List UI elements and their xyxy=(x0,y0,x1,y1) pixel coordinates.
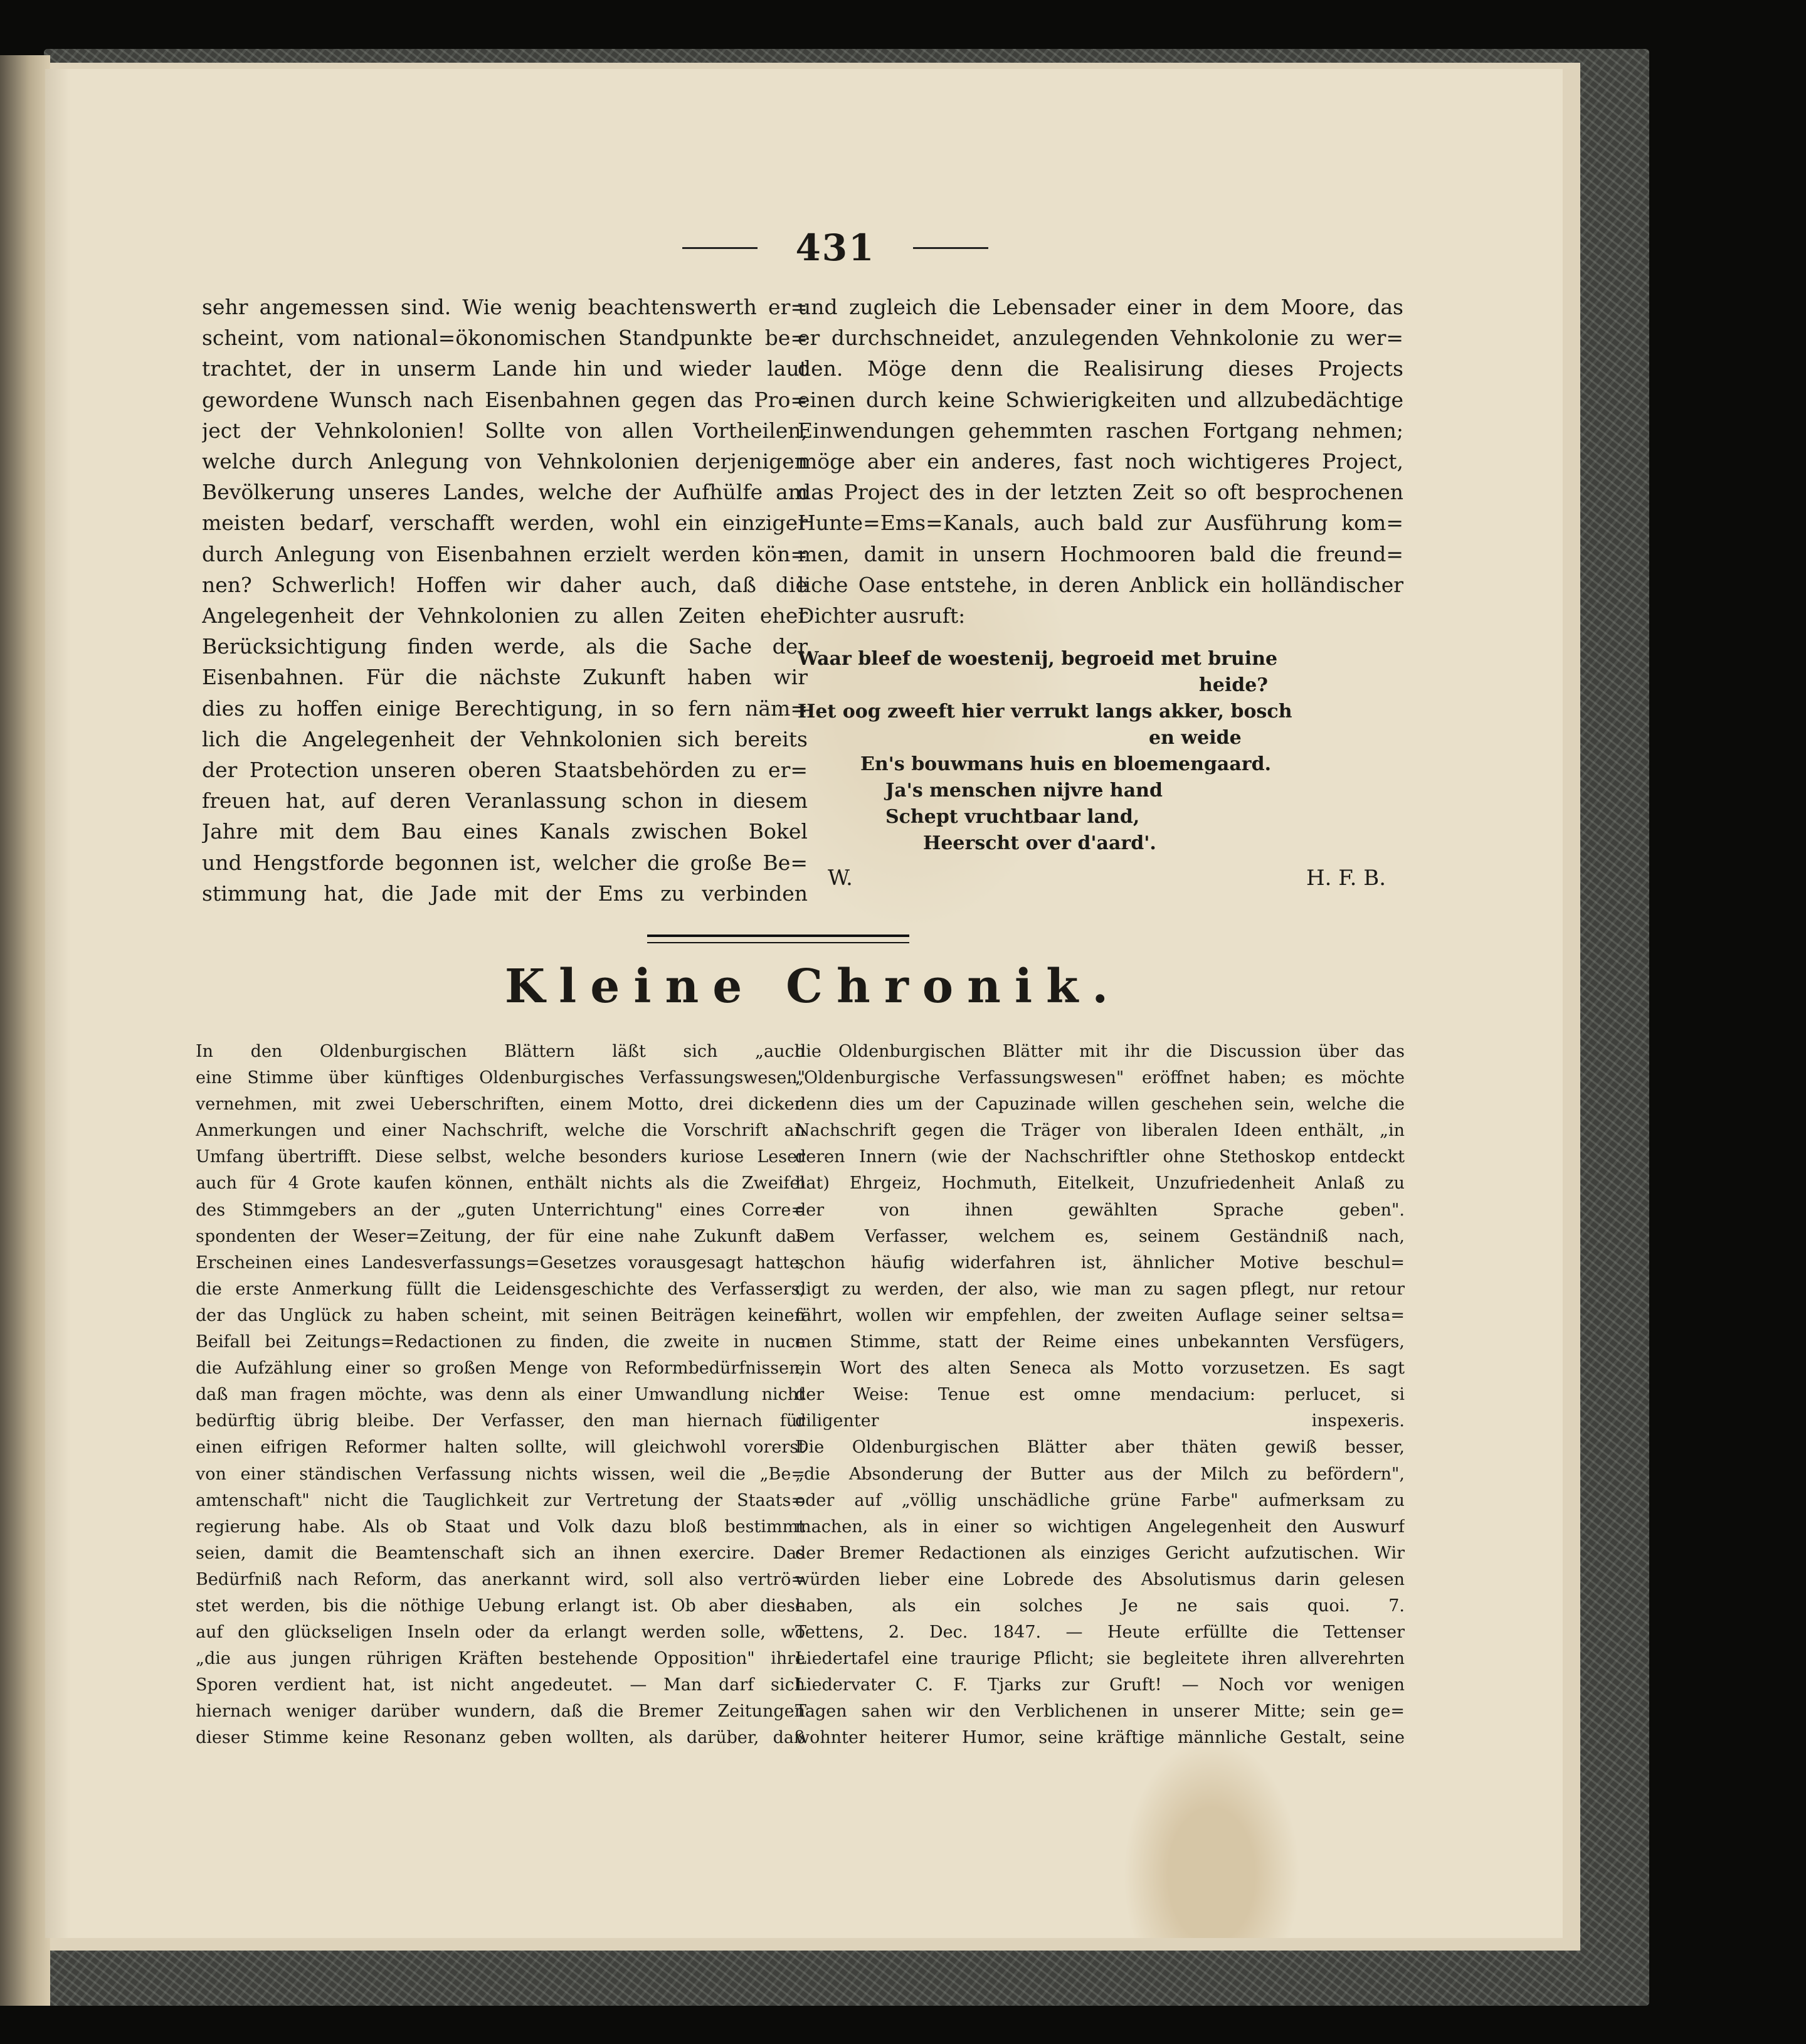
text-line: er durchschneidet, anzulegenden Vehnkolonie zu wer= xyxy=(798,326,1403,351)
text-line: lich die Angelegenheit der Vehnkolonien sich bereits xyxy=(202,726,808,751)
bottom-left-column xyxy=(196,1039,805,1752)
text-line: seien, damit die Beamtenschaft sich an ihnen exercire. Das xyxy=(196,1543,805,1563)
text-line: möge aber ein anderes, fast noch wichtigeres Project, xyxy=(798,449,1403,474)
text-line: bedürftig übrig bleibe. Der Verfasser, den man hiernach für xyxy=(196,1411,805,1431)
text-line: Tettens, 2. Dec. 1847. — Heute erfüllte die Tettenser xyxy=(795,1623,1405,1643)
text-line: oder auf „völlig unschädliche grüne Farbe" aufmerksam zu xyxy=(795,1490,1405,1510)
text-line: sehr angemessen sind. Wie wenig beachtenswerth er= xyxy=(202,295,808,319)
text-line: „die aus jungen rührigen Kräften bestehende Opposition" ihre xyxy=(196,1649,805,1669)
text-line: Berücksichtigung finden werde, als die Sache der xyxy=(202,634,808,659)
text-line: liche Oase entstehe, in deren Anblick ein holländischer xyxy=(798,572,1403,597)
poem-line: Het oog zweeft hier verrukt langs akker, bosch xyxy=(798,701,1292,723)
text-line: stet werden, bis die nöthige Uebung erlangt ist. Ob aber diese xyxy=(196,1596,805,1616)
text-line: Nachschrift gegen die Träger von liberalen Ideen enthält, „in xyxy=(795,1121,1405,1141)
text-line: amtenschaft" nicht die Tauglichkeit zur Vertretung der Staats= xyxy=(196,1490,805,1510)
text-line: die Aufzählung einer so großen Menge von Reformbedürfnissen, xyxy=(196,1358,805,1379)
text-line: Beifall bei Zeitungs=Redactionen zu finden, die zweite in nuce xyxy=(196,1332,805,1352)
text-line: In den Oldenburgischen Blättern läßt sich „auch xyxy=(196,1042,805,1061)
text-line: einen durch keine Schwierigkeiten und allzubedächtige xyxy=(798,387,1403,412)
text-line: Bevölkerung unseres Landes, welche der Aufhülfe am xyxy=(202,480,808,505)
text-line: Bedürfniß nach Reform, das anerkannt wird, soll also vertrö= xyxy=(196,1569,805,1589)
poem-line: Ja's menschen nijvre hand xyxy=(885,780,1163,802)
text-line: und zugleich die Lebensader einer in dem Moore, das xyxy=(798,295,1403,319)
text-line: dieser Stimme keine Resonanz geben wollten, als darüber, daß xyxy=(196,1728,805,1748)
text-line: spondenten der Weser=Zeitung, der für eine nahe Zukunft das xyxy=(196,1226,805,1246)
text-line: meisten bedarf, verschafft werden, wohl ein einziger xyxy=(202,511,808,536)
text-line: den. Möge denn die Realisirung dieses Projects xyxy=(798,356,1403,381)
text-line: Sporen verdient hat, ist nicht angedeutet. — Man darf sich xyxy=(196,1675,805,1695)
signature-left: W. xyxy=(828,866,853,891)
text-line: daß man fragen möchte, was denn als einer Umwandlung nicht xyxy=(196,1385,805,1405)
text-line: des Stimmgebers an der „guten Unterrichtung" eines Corre= xyxy=(196,1200,805,1220)
text-line: welche durch Anlegung von Vehnkolonien derjenigen xyxy=(202,449,808,474)
text-line: diligenter inspexeris. xyxy=(795,1411,1405,1431)
signature-row xyxy=(828,866,1386,891)
text-line: auf den glückseligen Inseln oder da erlangt werden solle, wo xyxy=(196,1623,805,1643)
text-line: Die Oldenburgischen Blätter aber thäten gewiß besser, xyxy=(795,1438,1405,1458)
bottom-right-column xyxy=(795,1039,1405,1752)
text-line: Erscheinen eines Landesverfassungs=Gesetzes vorausgesagt hatte; xyxy=(196,1252,805,1273)
section-title: Kleine Chronik. xyxy=(504,960,1122,1014)
poem-line: en weide xyxy=(1149,727,1242,749)
text-line: „die Absonderung der Butter aus der Milch zu befördern", xyxy=(795,1464,1405,1484)
text-line: würden lieber eine Lobrede des Absolutismus darin gelesen xyxy=(795,1569,1405,1589)
text-line: nen? Schwerlich! Hoffen wir daher auch, daß die xyxy=(202,572,808,597)
text-line: denn dies um der Capuzinade willen geschehen sein, welche die xyxy=(795,1094,1405,1115)
poem-line: Heerscht over d'aard'. xyxy=(923,832,1156,854)
text-line: die Oldenburgischen Blätter mit ihr die Discussion über das xyxy=(795,1042,1405,1061)
text-line: Liedertafel eine traurige Pflicht; sie begleitete ihren allverehrten xyxy=(795,1649,1405,1669)
text-line: Hunte=Ems=Kanals, auch bald zur Ausführung kom= xyxy=(798,511,1403,536)
text-line: Angelegenheit der Vehnkolonien zu allen Zeiten eher xyxy=(202,603,808,628)
text-line: scheint, vom national=ökonomischen Standpunkte be= xyxy=(202,326,808,351)
text-line: men, damit in unsern Hochmooren bald die freund= xyxy=(798,541,1403,566)
page-number: 431 xyxy=(795,226,875,269)
poem-line: Schept vruchtbaar land, xyxy=(885,806,1140,828)
top-left-column xyxy=(202,292,808,909)
text-line: trachtet, der in unserm Lande hin und wieder laut xyxy=(202,356,808,381)
header-rule-left xyxy=(682,247,758,249)
text-line: durch Anlegung von Eisenbahnen erzielt werden kön= xyxy=(202,541,808,566)
text-line: Eisenbahnen. Für die nächste Zukunft haben wir xyxy=(202,665,808,690)
text-line: „Oldenburgische Verfassungswesen" eröffnet haben; es möchte xyxy=(795,1068,1405,1088)
text-line: schon häufig widerfahren ist, ähnlicher Motive beschul= xyxy=(795,1252,1405,1273)
left-page-edge xyxy=(0,55,50,2006)
page-header xyxy=(660,226,1011,270)
text-line: Umfang übertrifft. Diese selbst, welche besonders kuriose Leser xyxy=(196,1147,805,1167)
poem-line: En's bouwmans huis en bloemengaard. xyxy=(860,753,1272,775)
text-line: das Project des in der letzten Zeit so oft besprochenen xyxy=(798,480,1403,505)
signature-right: H. F. B. xyxy=(1306,866,1386,891)
poem-line: Waar bleef de woestenij, begroeid met bruine xyxy=(798,648,1278,670)
text-line: und Hengstforde begonnen ist, welcher die große Be= xyxy=(202,850,808,875)
text-line: gewordene Wunsch nach Eisenbahnen gegen das Pro= xyxy=(202,387,808,412)
text-line: der Protection unseren oberen Staatsbehörden zu er= xyxy=(202,758,808,783)
text-line: men Stimme, statt der Reime eines unbekannten Versfügers, xyxy=(795,1332,1405,1352)
text-line: einen eifrigen Reformer halten sollte, will gleichwohl vorerst xyxy=(196,1438,805,1458)
text-line: haben, als ein solches Je ne sais quoi. 7. xyxy=(795,1596,1405,1616)
text-line: ject der Vehnkolonien! Sollte von allen Vortheilen, xyxy=(202,418,808,443)
text-line: der von ihnen gewählten Sprache geben". xyxy=(795,1200,1405,1220)
text-line: von einer ständischen Verfassung nichts wissen, weil die „Be= xyxy=(196,1464,805,1484)
text-line: der Bremer Redactionen als einziges Gericht aufzutischen. Wir xyxy=(795,1543,1405,1563)
text-line: digt zu werden, der also, wie man zu sagen pflegt, nur retour xyxy=(795,1279,1405,1299)
text-line: die erste Anmerkung füllt die Leidensgeschichte des Verfassers, xyxy=(196,1279,805,1299)
poem xyxy=(798,646,1406,857)
text-line: auch für 4 Grote kaufen können, enthält nichts als die Zweifel xyxy=(196,1173,805,1194)
text-line: wohnter heiterer Humor, seine kräftige männliche Gestalt, seine xyxy=(795,1728,1405,1748)
text-line: hat) Ehrgeiz, Hochmuth, Eitelkeit, Unzufriedenheit Anlaß zu xyxy=(795,1173,1405,1194)
text-line: Dichter ausruft: xyxy=(798,603,966,628)
text-line: deren Innern (wie der Nachschriftler ohne Stethoskop entdeckt xyxy=(795,1147,1405,1167)
header-rule-right xyxy=(913,247,988,249)
text-line: Jahre mit dem Bau eines Kanals zwischen Bokel xyxy=(202,819,808,844)
text-line: Tagen sahen wir den Verblichenen in unserer Mitte; sein ge= xyxy=(795,1702,1405,1722)
text-line: freuen hat, auf deren Veranlassung schon in diesem xyxy=(202,788,808,813)
text-line: regierung habe. Als ob Staat und Volk dazu bloß bestimmt xyxy=(196,1517,805,1537)
text-line: Dem Verfasser, welchem es, seinem Geständniß nach, xyxy=(795,1226,1405,1246)
text-line: ein Wort des alten Seneca als Motto vorzusetzen. Es sagt xyxy=(795,1358,1405,1379)
text-line: machen, als in einer so wichtigen Angelegenheit den Auswurf xyxy=(795,1517,1405,1537)
text-line: eine Stimme über künftiges Oldenburgisches Verfassungswesen" xyxy=(196,1068,805,1088)
poem-line: heide? xyxy=(1199,674,1268,696)
text-line: dies zu hoffen einige Berechtigung, in so fern näm= xyxy=(202,696,808,721)
text-line: der das Unglück zu haben scheint, mit seinen Beiträgen keinen xyxy=(196,1305,805,1325)
text-line: Anmerkungen und einer Nachschrift, welche die Vorschrift an xyxy=(196,1121,805,1141)
book-page xyxy=(45,69,1563,1938)
text-line: vernehmen, mit zwei Ueberschriften, einem Motto, drei dicken xyxy=(196,1094,805,1115)
text-line: fährt, wollen wir empfehlen, der zweiten Auflage seiner seltsa= xyxy=(795,1305,1405,1325)
top-right-column xyxy=(798,292,1403,631)
text-line: der Weise: Tenue est omne mendacium: perlucet, si xyxy=(795,1385,1405,1405)
section-divider xyxy=(647,935,909,943)
text-line: Liedervater C. F. Tjarks zur Gruft! — Noch vor wenigen xyxy=(795,1675,1405,1695)
text-line: Einwendungen gehemmten raschen Fortgang nehmen; xyxy=(798,418,1403,443)
text-line: hiernach weniger darüber wundern, daß die Bremer Zeitungen xyxy=(196,1702,805,1722)
text-line: stimmung hat, die Jade mit der Ems zu verbinden xyxy=(202,881,808,906)
